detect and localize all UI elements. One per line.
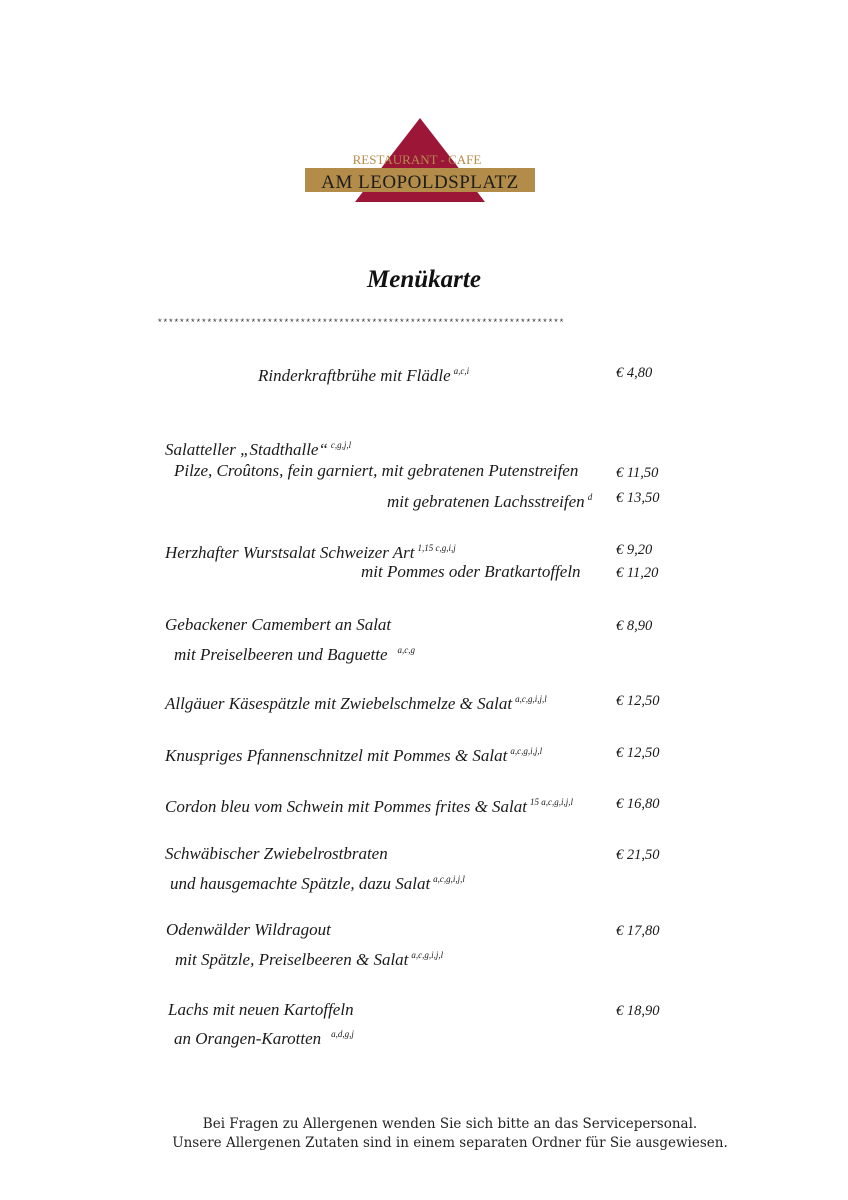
item-name: Knuspriges Pfannenschnitzel mit Pommes & Salat [165, 746, 508, 765]
allergen-codes: a,c,g [397, 645, 416, 655]
menu-item [361, 562, 581, 582]
item-name: mit Preiselbeeren und Baguette [174, 645, 388, 664]
item-price: € 16,80 [616, 796, 660, 812]
allergen-note-line2: Unsere Allergenen Zutaten sind in einem separaten Ordner für Sie ausgewiesen. [172, 1135, 728, 1151]
allergen-codes: a,c,g,i,j,l [411, 950, 444, 960]
item-name: mit Pommes oder Bratkartoffeln [361, 562, 581, 581]
item-name: an Orangen-Karotten [174, 1029, 322, 1048]
item-price: € 11,20 [616, 565, 659, 581]
menu-item [166, 920, 331, 940]
item-name: Schwäbischer Zwiebelrostbraten [165, 844, 388, 863]
menu-item [387, 487, 592, 512]
item-name: Lachs mit neuen Kartoffeln [168, 1000, 354, 1019]
restaurant-logo [305, 118, 535, 204]
menu-item [165, 615, 391, 635]
menu-item [165, 538, 456, 563]
page-title: Menükarte [367, 266, 481, 293]
item-name: Allgäuer Käsespätzle mit Zwiebelschmelze & Salat [165, 694, 513, 713]
item-price: € 11,50 [616, 465, 659, 481]
logo-line1: RESTAURANT - CAFE [352, 152, 482, 167]
item-name: Herzhafter Wurstsalat Schweizer Art [165, 543, 415, 562]
item-name: mit gebratenen Lachsstreifen [387, 492, 585, 511]
star-divider: ************************************************************************** [157, 317, 565, 328]
menu-item [168, 1000, 354, 1020]
item-price: € 21,50 [616, 847, 660, 863]
item-price: € 8,90 [616, 618, 653, 634]
item-price: € 9,20 [616, 542, 653, 558]
item-name: Pilze, Croûtons, fein garniert, mit gebratenen Putenstreifen [174, 461, 579, 480]
menu-item [174, 640, 415, 665]
item-price: € 13,50 [616, 490, 660, 506]
item-name: und hausgemachte Spätzle, dazu Salat [170, 874, 431, 893]
allergen-codes: 1,15 c,g,i,j [417, 543, 456, 553]
allergen-codes: a,c,g,i,j,l [510, 746, 543, 756]
allergen-codes: c,g,j,l [330, 440, 352, 450]
allergen-codes: a,c,i [453, 366, 470, 376]
item-price: € 17,80 [616, 923, 660, 939]
allergen-codes: a,d,g,j [331, 1029, 354, 1039]
item-price: € 4,80 [616, 365, 653, 381]
allergen-codes: 15 a,c,g,i,j,l [530, 797, 574, 807]
logo-line2: AM LEOPOLDSPLATZ [321, 172, 519, 193]
menu-item [165, 792, 573, 817]
item-name: Cordon bleu vom Schwein mit Pommes frites & Salat [165, 797, 528, 816]
allergen-codes: d [587, 492, 593, 502]
allergen-codes: a,c,g,i,j,l [433, 874, 465, 884]
menu-item [258, 361, 469, 386]
menu-item [165, 741, 542, 766]
item-name: Gebackener Camembert an Salat [165, 615, 392, 634]
menu-item [174, 1024, 354, 1049]
allergen-note-line1: Bei Fragen zu Allergenen wenden Sie sich bitte an das Servicepersonal. [202, 1116, 698, 1132]
menu-item [165, 435, 351, 460]
item-name: mit Spätzle, Preiselbeeren & Salat [175, 950, 409, 969]
menu-item [175, 945, 443, 970]
item-name: Odenwälder Wildragout [166, 920, 331, 939]
menu-item [174, 461, 578, 481]
menu-item [165, 844, 388, 864]
menu-item [170, 869, 465, 894]
allergen-codes: a,c,g,i,j,l [515, 694, 547, 704]
item-price: € 18,90 [616, 1003, 660, 1019]
item-name: Salatteller „Stadthalle“ [165, 440, 328, 459]
item-price: € 12,50 [616, 693, 660, 709]
item-price: € 12,50 [616, 745, 660, 761]
menu-item [165, 689, 547, 714]
logo-graphic [305, 118, 535, 204]
item-name: Rinderkraftbrühe mit Flädle [258, 366, 451, 385]
